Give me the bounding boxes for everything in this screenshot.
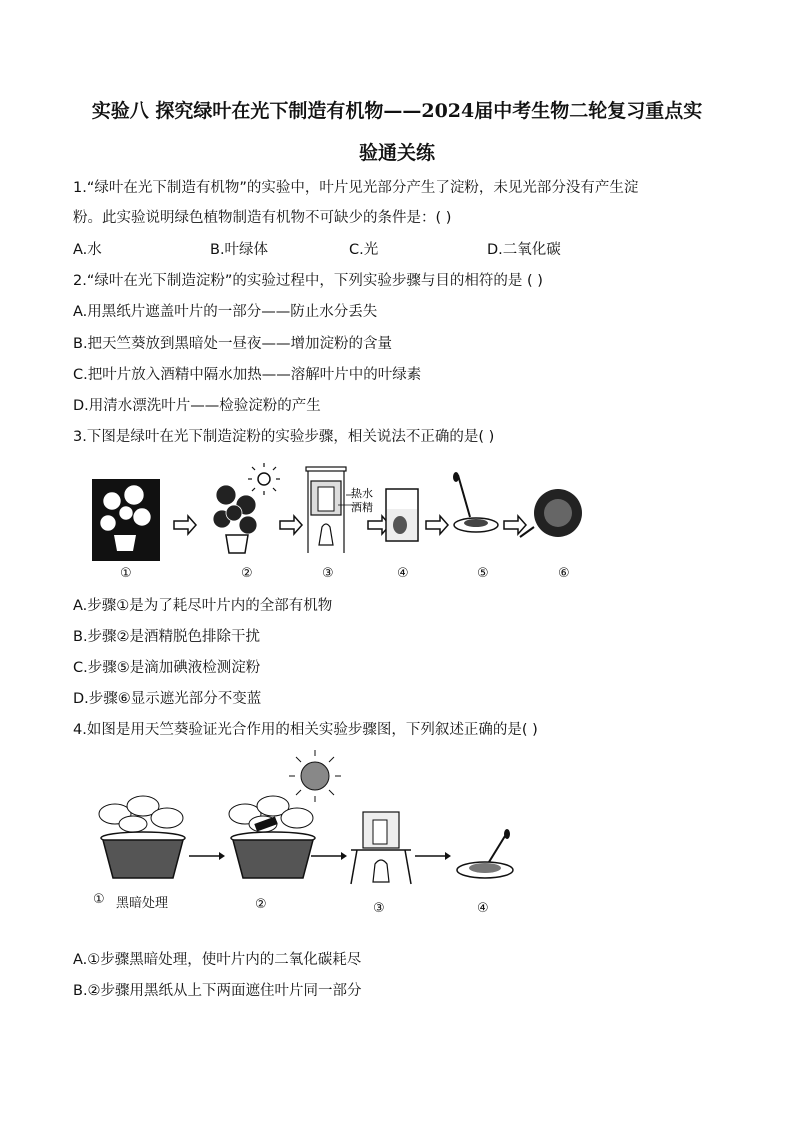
step-label: ③ [322,566,334,581]
question-3-option-d: D.步骤⑥显示遮光部分不变蓝 [73,691,262,707]
question-2-option-c: C.把叶片放入酒精中隔水加热——溶解叶片中的叶绿素 [73,367,422,383]
step-label: ⑥ [558,566,570,581]
question-3-option-b: B.步骤②是酒精脱色排除干扰 [73,629,261,645]
step-label: ② [255,897,267,912]
question-4-option-b: B.②步骤用黑纸从上下两面遮住叶片同一部分 [73,983,362,999]
step-label: ① [120,566,132,581]
arrow-icon [426,516,448,534]
step3-water-bath-image [351,812,411,884]
question-3-stem: 3.下图是绿叶在光下制造淀粉的实验步骤，相关说法不正确的是( ) [73,429,495,445]
step-label: ③ [373,901,385,916]
arrow-icon [504,516,526,534]
question-4-figure [85,752,535,892]
sun-icon [289,750,341,802]
step4-beaker-image [386,489,418,541]
question-3-option-c: C.步骤⑤是滴加碘液检测淀粉 [73,660,261,676]
arrow-icon [280,516,302,534]
step-label: ④ [397,566,409,581]
step-label-text: 黑暗处理 [116,896,169,911]
arrow-icon [415,852,451,860]
step2-pot-plant-image [229,796,315,878]
alcohol-label: 酒精 [351,501,373,514]
question-2-option-a: A.用黑纸片遮盖叶片的一部分——防止水分丢失 [73,304,378,320]
question-1-stem: 1.“绿叶在光下制造有机物”的实验中，叶片见光部分产生了淀粉，未见光部分没有产生淀 [73,180,639,196]
step5-iodine-dish-image [453,472,498,532]
step4-petri-dish-image [457,829,513,878]
page-title-line2: 验通关练 [358,142,435,164]
page-title: 实验八 探究绿叶在光下制造有机物——2024届中考生物二轮复习重点实 [91,100,703,122]
question-4-option-a: A.①步骤黑暗处理，使叶片内的二氧化碳耗尽 [73,952,362,968]
step-label: ① [93,892,105,907]
step-label: ⑤ [477,566,489,581]
step-label: ④ [477,901,489,916]
step1-dark-plant-image [92,479,160,561]
arrow-icon [174,516,196,534]
question-2-option-d: D.用清水漂洗叶片——检验淀粉的产生 [73,398,321,414]
question-1-option-c: C.光 [349,242,379,258]
question-1-option-a: A.水 [73,242,102,258]
question-1-stem-cont: 粉。此实验说明绿色植物制造有机物不可缺少的条件是：( ) [73,210,452,226]
step1-pot-plant-image [99,796,185,878]
question-2-stem: 2.“绿叶在光下制造淀粉”的实验过程中，下列实验步骤与目的相符的是 ( ) [73,273,543,289]
step2-plant-sun-image [213,463,280,553]
step-label: ② [241,566,253,581]
question-1-option-b: B.叶绿体 [210,242,269,258]
question-1-option-d: D.二氧化碳 [487,242,561,258]
water-label: 热水 [351,487,373,500]
arrow-icon [189,852,225,860]
question-2-option-b: B.把天竺葵放到黑暗处一昼夜——增加淀粉的含量 [73,336,393,352]
question-3-figure [88,465,588,565]
step6-leaf-image [520,489,582,537]
question-4-stem: 4.如图是用天竺葵验证光合作用的相关实验步骤图，下列叙述正确的是( ) [73,722,538,738]
question-3-option-a: A.步骤①是为了耗尽叶片内的全部有机物 [73,598,333,614]
arrow-icon [311,852,347,860]
